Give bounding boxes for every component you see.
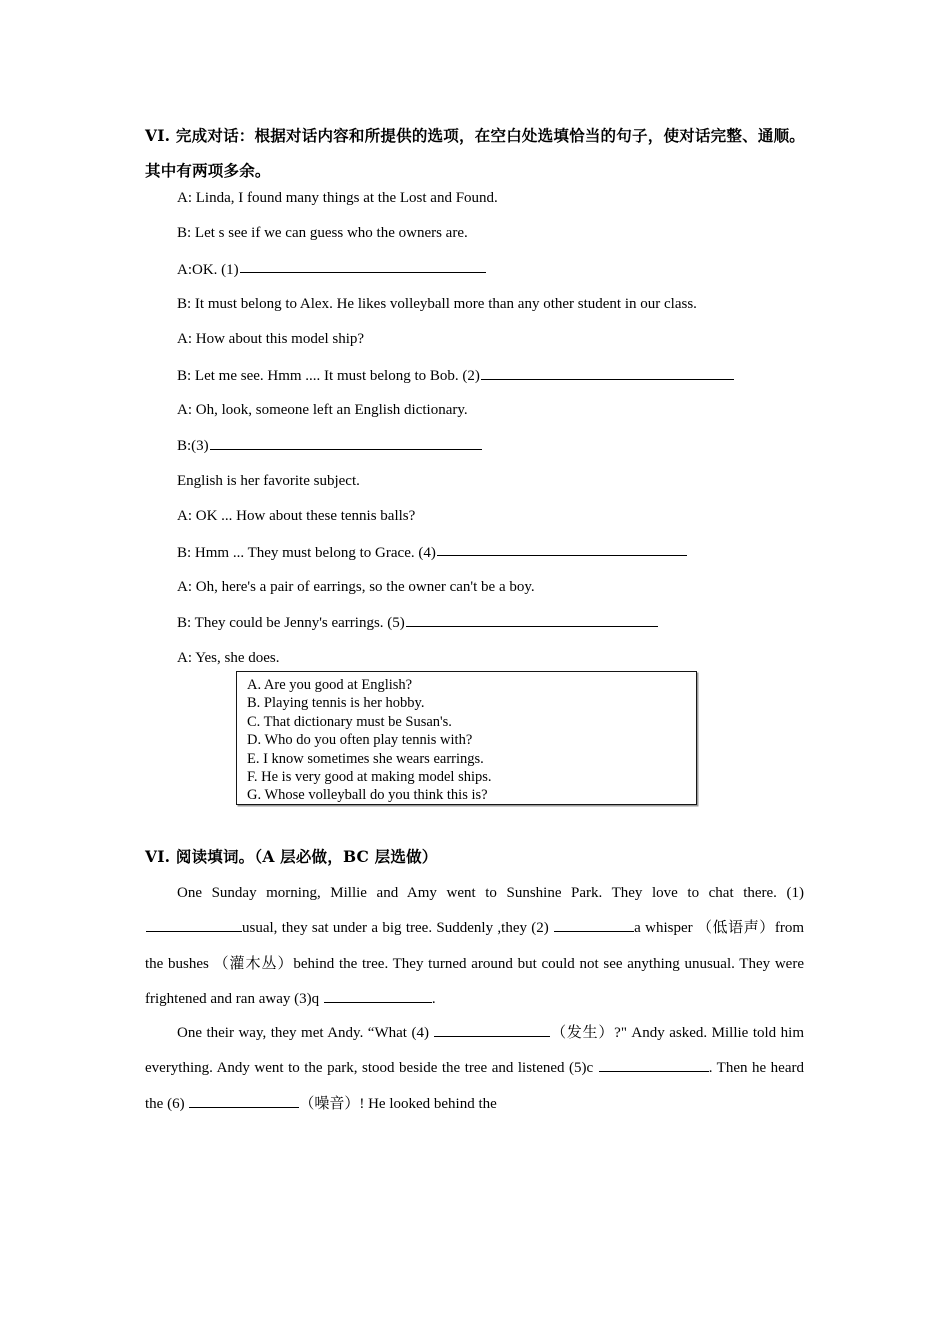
dialogue-line: [177, 542, 687, 563]
dialogue-line-text: A: Linda, I found many things at the Lost and Found.: [177, 190, 498, 206]
dialogue-line-text: B:(3): [177, 438, 209, 455]
dialogue-line-text: B: Hmm ... They must belong to Grace. (4): [177, 544, 436, 561]
dialogue-line: [177, 506, 415, 526]
dialogue-line-text: B: It must belong to Alex. He likes volleyball more than any other student in our class.: [177, 296, 697, 313]
answer-blank[interactable]: [599, 1058, 709, 1073]
passage-text: .: [431, 991, 436, 1008]
dialogue-line-text: A: Oh, here's a pair of earrings, so the owner can't be a boy.: [177, 578, 535, 595]
dialogue-line: [177, 259, 486, 280]
answer-blank[interactable]: [437, 542, 687, 557]
passage-text: One their way, they met Andy. “What (4): [177, 1025, 429, 1041]
answer-blank[interactable]: [189, 1093, 299, 1108]
dialogue-line: [177, 294, 697, 314]
dialogue-line-text: B: They could be Jenny's earrings. (5): [177, 614, 405, 631]
dialogue-line-text: A:OK. (1): [177, 261, 239, 278]
dialogue-line-text: B: Let s see if we can guess who the owners are.: [177, 225, 468, 242]
option-item[interactable]: C. That dictionary must be Susan's.: [247, 713, 452, 730]
cloze-paragraph-1: [145, 876, 804, 1018]
passage-text: . Then he heard the (6): [145, 1060, 804, 1112]
answer-blank[interactable]: [554, 918, 634, 933]
dialogue-section-heading: [145, 119, 805, 189]
option-item[interactable]: B. Playing tennis is her hobby.: [247, 695, 425, 712]
cloze-section-heading: [145, 840, 845, 875]
option-item[interactable]: E. I know sometimes she wears earrings.: [247, 750, 484, 767]
dialogue-line-text: A: How about this model ship?: [177, 331, 365, 348]
dialogue-line: [177, 365, 734, 386]
option-item[interactable]: D. Who do you often play tennis with?: [247, 732, 473, 749]
dialogue-line: [177, 612, 658, 633]
dialogue-line: [177, 435, 482, 456]
answer-blank[interactable]: [324, 988, 432, 1003]
dialogue-line: [177, 400, 468, 420]
answer-blank[interactable]: [240, 259, 486, 274]
passage-text: （发生）?" Andy asked. Millie told him everything. Andy went to the park, stood beside the tree and listened (5)c: [145, 1025, 804, 1077]
answer-blank[interactable]: [406, 612, 658, 627]
options-box: [236, 671, 697, 805]
dialogue-line: [177, 577, 535, 597]
dialogue-line-text: A: OK ... How about these tennis balls?: [177, 508, 416, 525]
answer-blank[interactable]: [210, 435, 482, 450]
dialogue-line: [177, 188, 498, 208]
option-item[interactable]: G. Whose volleyball do you think this is?: [247, 787, 488, 804]
dialogue-line: [177, 471, 360, 491]
passage-text: a whisper （低语声）from the bushes （灌木丛）behind the tree. They turned around but could not see anything unusual. They were frightened and ran away (3)q: [145, 920, 805, 1008]
cloze-paragraph-2: [145, 1016, 804, 1122]
dialogue-line: [177, 223, 468, 243]
dialogue-line-text: B: Let me see. Hmm .... It must belong to Bob. (2): [177, 367, 480, 384]
answer-blank[interactable]: [434, 1022, 550, 1037]
answer-blank[interactable]: [146, 918, 242, 933]
dialogue-heading-text: VI. 完成对话：根据对话内容和所提供的选项，在空白处选填恰当的句子，使对话完整、通顺。其中有两项多余。: [145, 126, 805, 180]
passage-text: One Sunday morning, Millie and Amy went to Sunshine Park. They love to chat there. (1): [177, 885, 804, 901]
option-item[interactable]: A. Are you good at English?: [247, 677, 413, 693]
dialogue-line: [177, 648, 280, 668]
passage-text: usual, they sat under a big tree. Suddenly ,they (2): [242, 920, 549, 937]
option-item[interactable]: F. He is very good at making model ships.: [247, 769, 492, 786]
cloze-heading-text: VI. 阅读填词。（A 层必做，BC 层选做）: [145, 847, 438, 866]
dialogue-line-text: A: Oh, look, someone left an English dictionary.: [177, 402, 468, 419]
answer-blank[interactable]: [481, 365, 734, 380]
dialogue-line-text: English is her favorite subject.: [177, 472, 360, 489]
dialogue-line: [177, 329, 364, 349]
passage-text: （噪音）! He looked behind the: [299, 1095, 497, 1112]
dialogue-line-text: A: Yes, she does.: [177, 649, 280, 666]
